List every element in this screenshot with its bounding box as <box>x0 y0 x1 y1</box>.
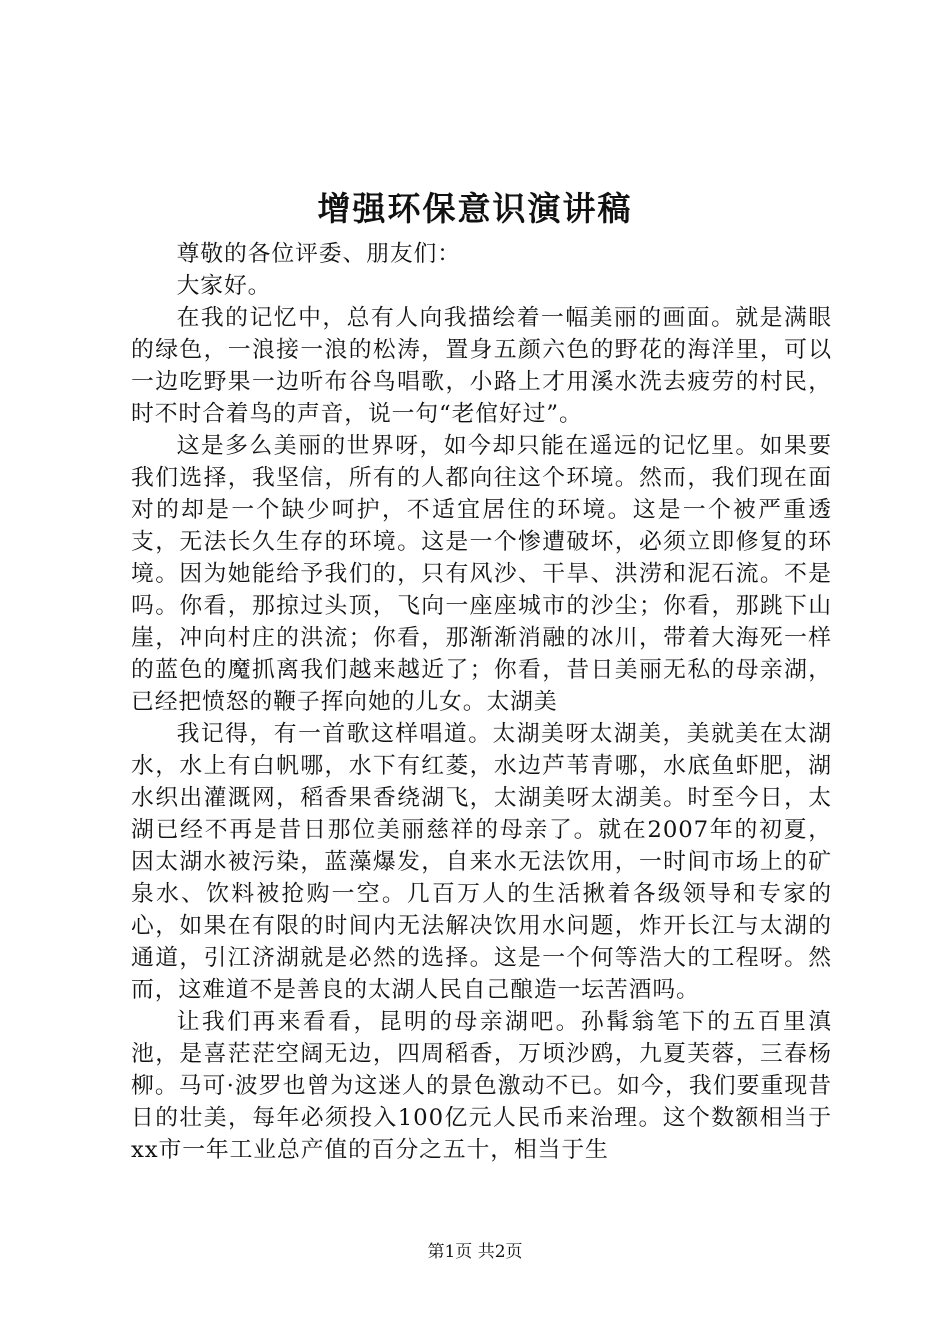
body-paragraph: 让我们再来看看，昆明的母亲湖吧。孙髯翁笔下的五百里滇池，是喜茫茫空阔无边，四周稻香，万顷沙鸥，九夏芙蓉，三春杨柳。马可·波罗也曾为这迷人的景色激动不已。如今，我们要重现昔日的壮美，每年必须投入100亿元人民币来治理。这个数额相当于xx市一年工业总产值的百分之五十，相当于生 <box>131 1009 832 1163</box>
document-body <box>131 238 832 1166</box>
page-number-footer: 第1页 共2页 <box>427 1242 523 1262</box>
greeting: 大家好。 <box>176 273 272 299</box>
body-paragraph: 我记得，有一首歌这样唱道。太湖美呀太湖美，美就美在太湖水，水上有白帆哪，水下有红菱，水边芦苇青哪，水底鱼虾肥，湖水织出灌溉网，稻香果香绕湖飞，太湖美呀太湖美。时至今日，太湖已经不再是昔日那位美丽慈祥的母亲了。就在2007年的初夏，因太湖水被污染，蓝藻爆发，自来水无法饮用，一时间市场上的矿泉水、饮料被抢购一空。几百万人的生活揪着各级领导和专家的心，如果在有限的时间内无法解决饮用水问题，炸开长江与太湖的通道，引江济湖就是必然的选择。这是一个何等浩大的工程呀。然而，这难道不是善良的太湖人民自己酿造一坛苦酒吗。 <box>131 721 832 1003</box>
document-title: 增强环保意识演讲稿 <box>317 189 633 228</box>
body-paragraph: 这是多么美丽的世界呀，如今却只能在遥远的记忆里。如果要我们选择，我坚信，所有的人都向往这个环境。然而，我们现在面对的却是一个缺少呵护，不适宜居住的环境。这是一个被严重透支，无法长久生存的环境。这是一个惨遭破坏，必须立即修复的环境。因为她能给予我们的，只有风沙、干旱、洪涝和泥石流。不是吗。你看，那掠过头顶，飞向一座座城市的沙尘；你看，那跳下山崖，冲向村庄的洪流；你看，那渐渐消融的冰川，带着大海死一样的蓝色的魔抓离我们越来越近了；你看，昔日美丽无私的母亲湖，已经把愤怒的鞭子挥向她的儿女。太湖美 <box>131 433 832 715</box>
salutation: 尊敬的各位评委、朋友们： <box>176 241 461 267</box>
body-paragraph: 在我的记忆中，总有人向我描绘着一幅美丽的画面。就是满眼的绿色，一浪接一浪的松涛，置身五颜六色的野花的海洋里，可以一边吃野果一边听布谷鸟唱歌，小路上才用溪水洗去疲劳的村民，时不时合着鸟的声音，说一句“老倌好过”。 <box>131 305 832 427</box>
